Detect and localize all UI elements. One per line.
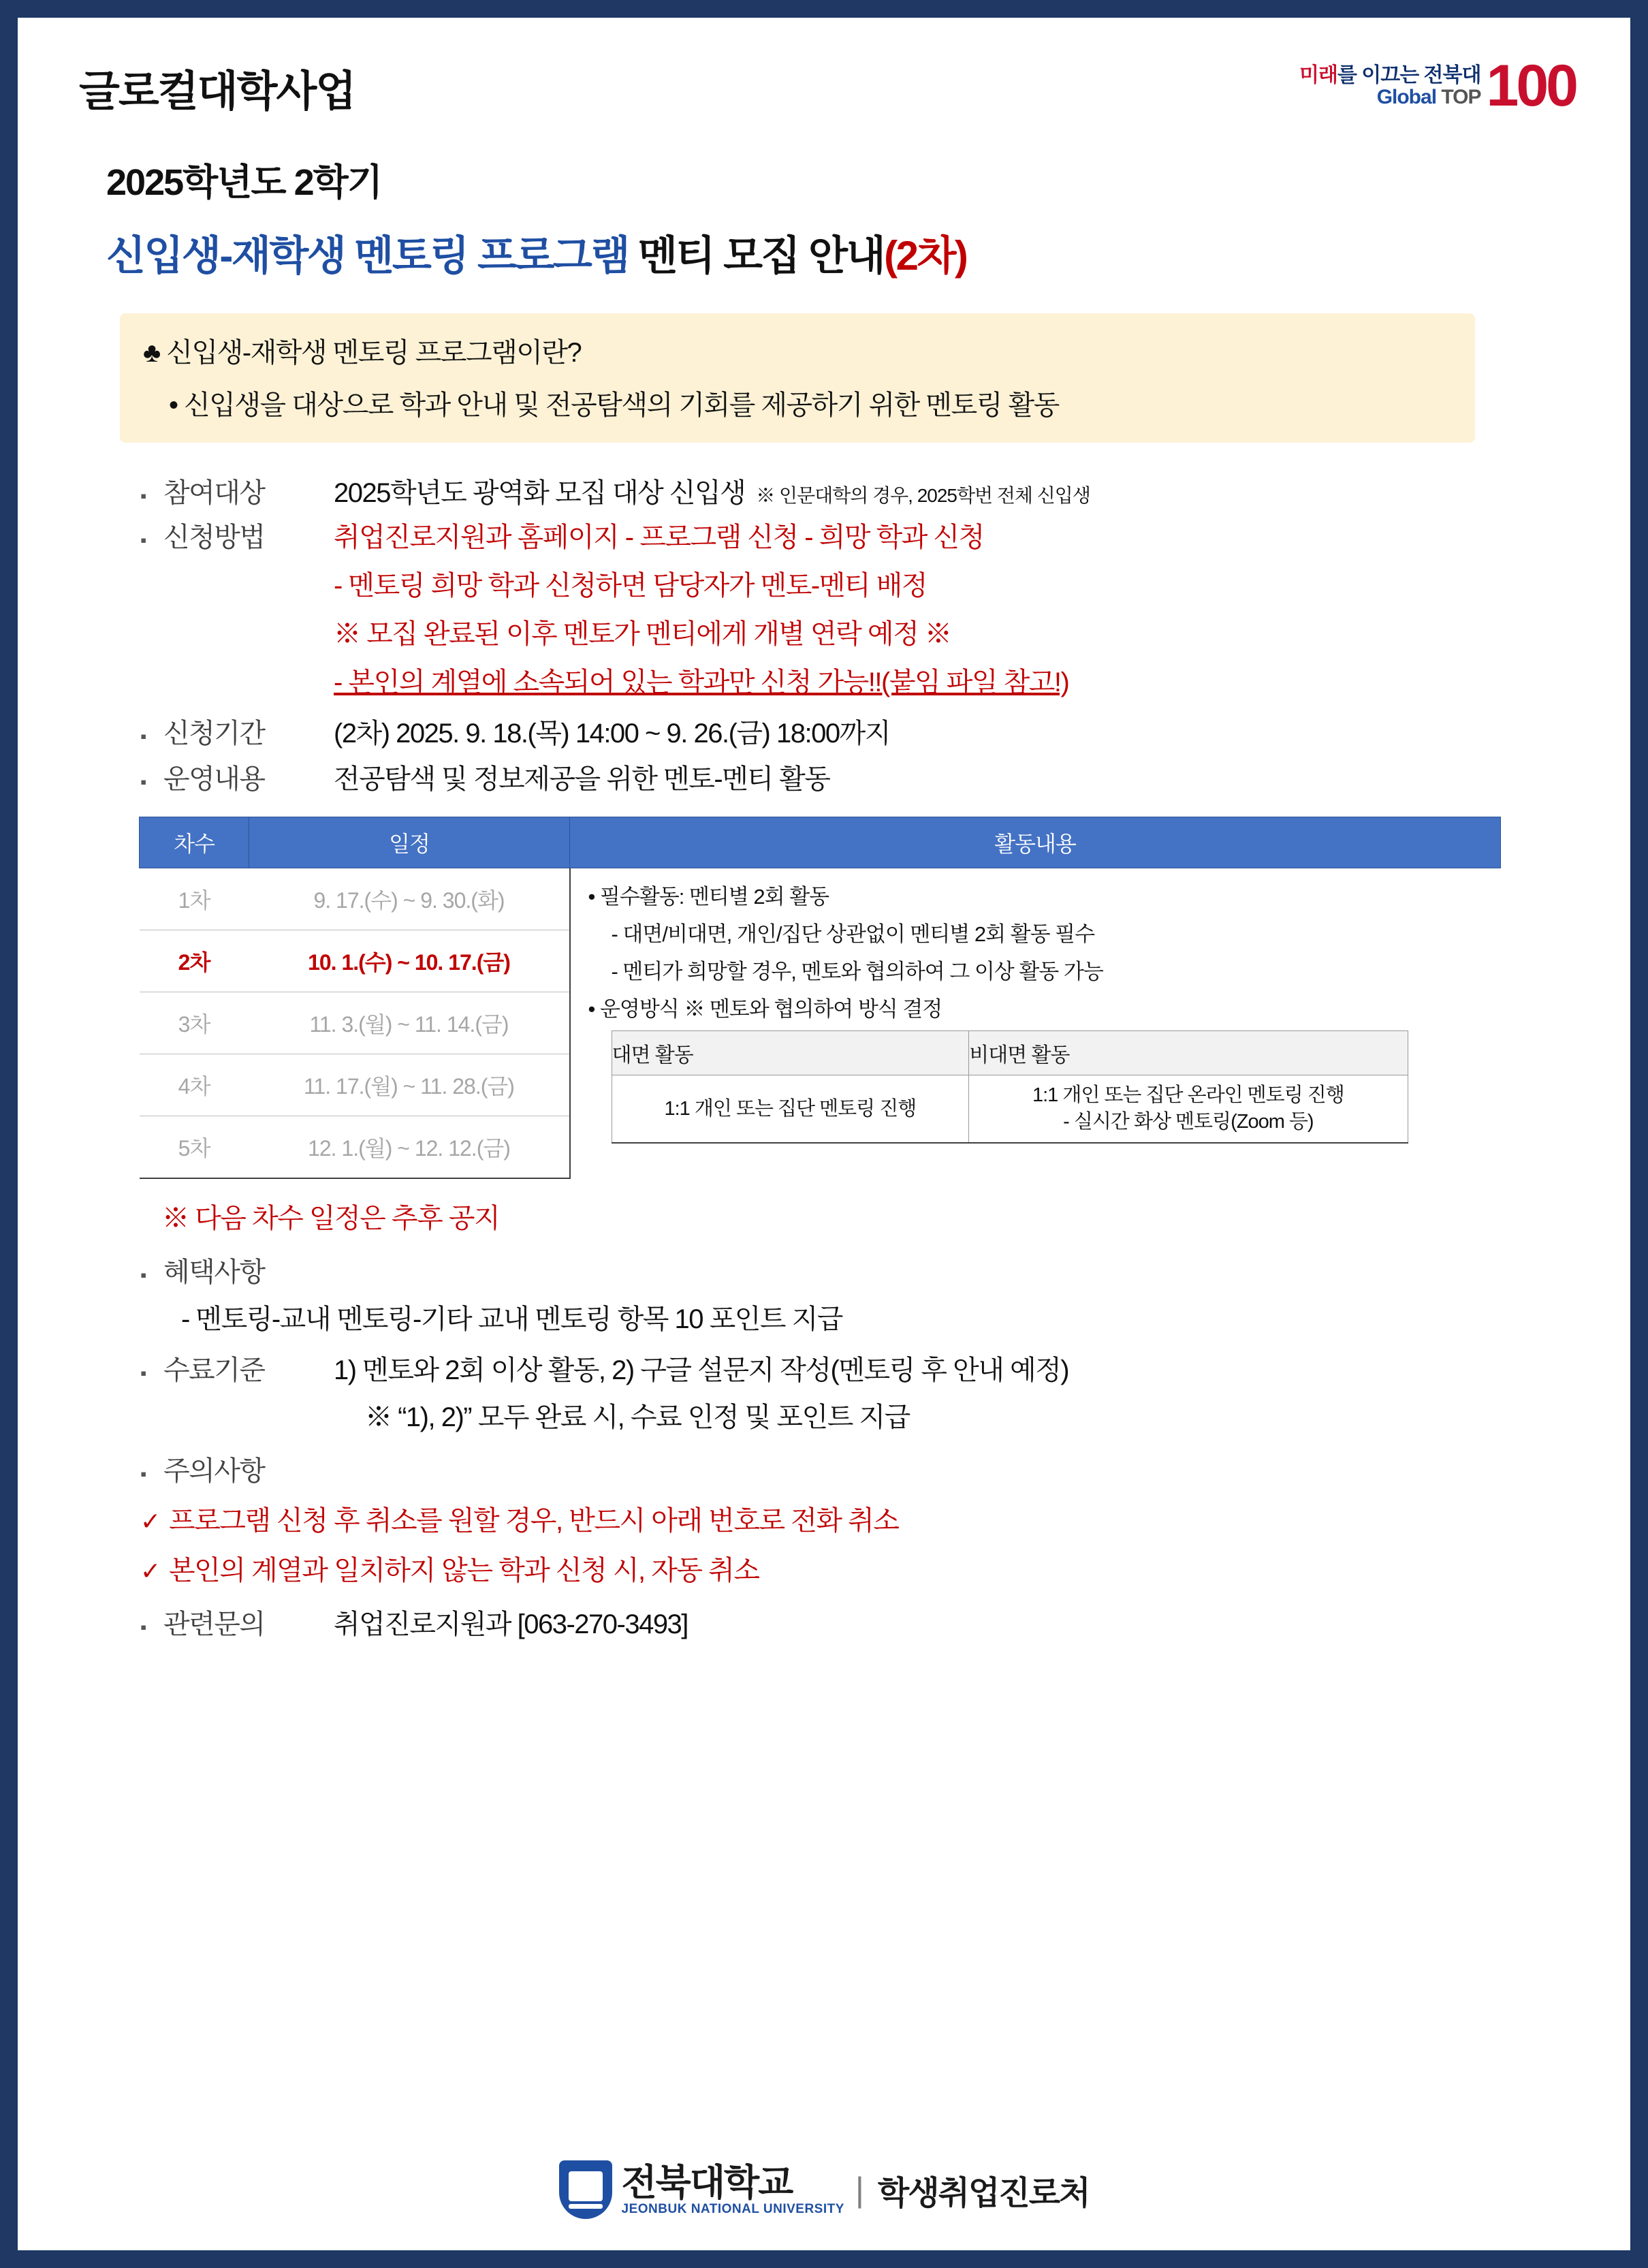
schedule-date-4: 11. 17.(월) ~ 11. 28.(금) xyxy=(249,1054,570,1116)
logo-text xyxy=(1299,65,1481,108)
footer-university-kor: 전북대학교 xyxy=(621,2162,793,2203)
table-row xyxy=(140,868,1501,930)
schedule-header-row xyxy=(140,817,1501,868)
content-label: 운영내용 xyxy=(163,764,265,794)
info-row-completion xyxy=(140,1349,1536,1387)
logo-global: Global xyxy=(1376,85,1437,108)
logo-line-2 xyxy=(1299,86,1481,108)
poster-header xyxy=(59,44,1589,118)
crest-inner-shape xyxy=(569,2171,603,2201)
square-bullet-icon: ▪ xyxy=(140,1464,147,1484)
info-list xyxy=(140,471,1502,796)
info-row-apply xyxy=(140,516,1502,554)
crest-bar-shape xyxy=(569,2204,603,2209)
footer-university-eng: JEONBUK NATIONAL UNIVERSITY xyxy=(621,2201,844,2216)
logo-line1-accent: 미래 xyxy=(1299,64,1337,87)
period-value: (2차) 2025. 9. 18.(목) 14:00 ~ 9. 26.(금) 18:00까지 xyxy=(334,719,890,749)
page-title-rest: 멘티 모집 안내 xyxy=(628,233,885,279)
schedule-header-round: 차수 xyxy=(140,817,249,868)
caution-item-2-text: 본인의 계열과 일치하지 않는 학과 신청 시, 자동 취소 xyxy=(169,1556,759,1586)
schedule-round-2: 2차 xyxy=(140,930,249,992)
page-title-program: 신입생-재학생 멘토링 프로그램 xyxy=(106,233,629,279)
contact-label: 관련문의 xyxy=(163,1609,265,1639)
schedule-activity-cell xyxy=(570,868,1501,1179)
square-bullet-icon: ▪ xyxy=(140,772,147,792)
square-bullet-icon: ▪ xyxy=(140,1617,147,1637)
next-round-notice: ※ 다음 차수 일정은 추후 공지 xyxy=(162,1203,500,1233)
brand-title: 글로컬대학사업 xyxy=(79,68,355,115)
poster-sheet xyxy=(18,18,1630,2250)
mode-cell-online-line1: 1:1 개인 또는 집단 온라인 멘토링 진행 xyxy=(1032,1084,1344,1106)
target-label: 참여대상 xyxy=(163,478,265,508)
activity-mode-header-row xyxy=(612,1031,1408,1075)
activity-line-1: • 필수활동: 멘티별 2회 활동 xyxy=(588,885,829,909)
schedule-date-2: 10. 1.(수) ~ 10. 17.(금) xyxy=(249,930,570,992)
intro-description: • 신입생을 대상으로 학과 안내 및 전공탐색의 기회를 제공하기 위한 멘토링 활동 xyxy=(169,390,1059,420)
footer-department: 학생취업진로처 xyxy=(877,2175,1090,2211)
apply-value: 취업진로지원과 홈페이지 - 프로그램 신청 - 희망 학과 신청 xyxy=(334,522,984,552)
check-icon: ✓ xyxy=(140,1507,161,1535)
square-bullet-icon: ▪ xyxy=(140,486,147,506)
schedule-round-5: 5차 xyxy=(140,1116,249,1179)
schedule-header-date: 일정 xyxy=(249,817,570,868)
apply-detail-3: - 본인의 계열에 소속되어 있는 학과만 신청 가능!!(붙임 파일 참고!) xyxy=(334,667,1069,697)
target-note: ※ 인문대학의 경우, 2025학번 전체 신입생 xyxy=(756,485,1090,506)
title-block xyxy=(106,153,1589,282)
caution-label: 주의사항 xyxy=(163,1456,265,1486)
university-crest-icon xyxy=(559,2160,612,2219)
mode-header-offline: 대면 활동 xyxy=(612,1031,969,1075)
completion-value: 1) 멘토와 2회 이상 활동, 2) 구글 설문지 작성(멘토링 후 안내 예정) xyxy=(334,1355,1069,1385)
period-label: 신청기간 xyxy=(163,719,265,749)
contact-value: 취업진로지원과 [063-270-3493] xyxy=(334,1609,688,1639)
completion-note: ※ “1), 2)” 모두 완료 시, 수료 인정 및 포인트 지급 xyxy=(365,1402,910,1432)
activity-mode-body-row xyxy=(612,1075,1408,1144)
page-title xyxy=(106,223,1589,282)
info-row-caution xyxy=(140,1449,1536,1488)
check-icon: ✓ xyxy=(140,1557,161,1585)
mode-header-online: 비대면 활동 xyxy=(969,1031,1408,1075)
schedule-date-5: 12. 1.(월) ~ 12. 12.(금) xyxy=(249,1116,570,1179)
activity-line-4: • 운영방식 ※ 멘토와 협의하여 방식 결정 xyxy=(588,997,942,1021)
benefits-value: - 멘토링-교내 멘토링-기타 교내 멘토링 항목 10 포인트 지급 xyxy=(181,1304,842,1334)
info-row-content xyxy=(140,757,1502,796)
logo-100-badge: 100 xyxy=(1486,53,1576,119)
square-bullet-icon: ▪ xyxy=(140,1363,147,1383)
page-title-round: (2차) xyxy=(884,233,967,279)
schedule-table xyxy=(139,817,1501,1179)
info-row-target xyxy=(140,471,1502,510)
info-row-period xyxy=(140,712,1502,751)
content-value: 전공탐색 및 정보제공을 위한 멘토-멘티 활동 xyxy=(334,764,830,794)
mode-cell-offline: 1:1 개인 또는 집단 멘토링 진행 xyxy=(612,1075,969,1144)
semester-title: 2025학년도 2학기 xyxy=(106,162,381,203)
schedule-round-4: 4차 xyxy=(140,1054,249,1116)
bottom-info-list xyxy=(140,1250,1536,1641)
square-bullet-icon: ▪ xyxy=(140,1265,147,1285)
caution-item-1 xyxy=(140,1499,1536,1538)
apply-detail-2: ※ 모집 완료된 이후 멘토가 멘티에게 개별 연락 예정 ※ xyxy=(334,619,951,649)
schedule-date-1: 9. 17.(수) ~ 9. 30.(화) xyxy=(249,868,570,930)
target-value: 2025학년도 광역화 모집 대상 신입생 xyxy=(334,478,746,508)
caution-item-2 xyxy=(140,1549,1536,1588)
schedule-round-3: 3차 xyxy=(140,992,249,1054)
logo-line-1 xyxy=(1299,65,1481,86)
completion-label: 수료기준 xyxy=(163,1355,265,1385)
benefits-label: 혜택사항 xyxy=(163,1257,265,1287)
poster-footer xyxy=(18,2160,1630,2219)
footer-university xyxy=(622,2164,844,2216)
mode-cell-online-line2: - 실시간 화상 멘토링(Zoom 등) xyxy=(1063,1111,1314,1133)
schedule-header-activity: 활동내용 xyxy=(570,817,1501,868)
info-row-benefits xyxy=(140,1250,1536,1289)
schedule-round-1: 1차 xyxy=(140,868,249,930)
info-row-contact xyxy=(140,1603,1536,1641)
schedule-date-3: 11. 3.(월) ~ 11. 14.(금) xyxy=(249,992,570,1054)
activity-mode-table xyxy=(612,1030,1408,1144)
square-bullet-icon: ▪ xyxy=(140,726,147,746)
mode-cell-online xyxy=(969,1075,1408,1144)
apply-label: 신청방법 xyxy=(163,522,265,552)
caution-item-1-text: 프로그램 신청 후 취소를 원할 경우, 반드시 아래 번호로 전화 취소 xyxy=(169,1506,899,1536)
intro-heading: ♣ 신입생-재학생 멘토링 프로그램이란? xyxy=(143,338,582,368)
jbnu-global-top-logo xyxy=(1299,53,1576,119)
logo-line1-tail: 전북대 xyxy=(1423,64,1481,87)
apply-detail-1: - 멘토링 희망 학과 신청하면 담당자가 멘토-멘티 배정 xyxy=(334,571,927,601)
intro-box xyxy=(120,313,1475,443)
logo-top: TOP xyxy=(1436,85,1481,108)
logo-line1-mid: 를 이끄는 xyxy=(1337,64,1424,87)
activity-line-3: - 멘티가 희망할 경우, 멘토와 협의하여 그 이상 활동 가능 xyxy=(611,960,1103,983)
activity-line-2: - 대면/비대면, 개인/집단 상관없이 멘티별 2회 활동 필수 xyxy=(611,922,1095,946)
square-bullet-icon: ▪ xyxy=(140,530,147,550)
footer-divider: | xyxy=(855,2171,864,2209)
